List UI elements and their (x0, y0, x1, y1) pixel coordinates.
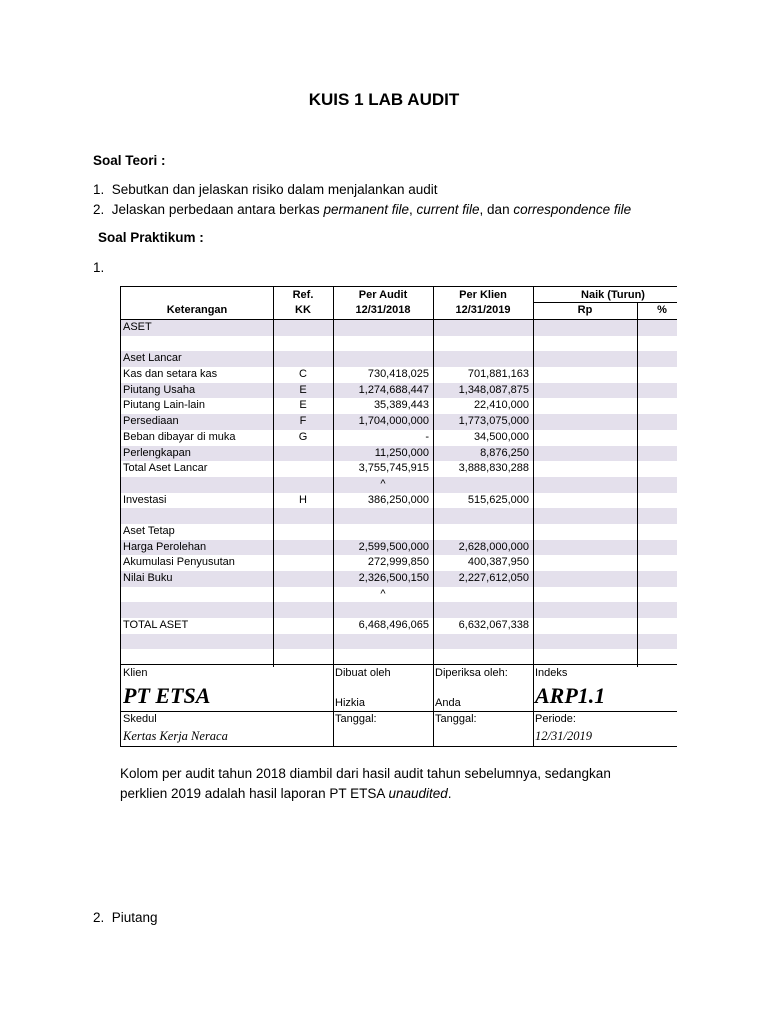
cell-per-klien: 1,773,075,000 (458, 415, 529, 428)
cell-per-audit: 1,704,000,000 (358, 415, 429, 428)
cell-per-klien: 2,628,000,000 (458, 540, 529, 553)
cell-per-klien: 8,876,250 (480, 446, 529, 459)
cell-per-audit: 2,326,500,150 (358, 572, 429, 584)
cell-keterangan: Harga Perolehan (123, 540, 207, 553)
table-row (121, 493, 677, 509)
cell-per-audit: 1,274,688,447 (358, 383, 429, 396)
indeks-label: Indeks (535, 667, 568, 679)
table-row (121, 414, 677, 430)
theory-question-2 (93, 200, 631, 220)
cell-per-audit: 386,250,000 (367, 493, 429, 506)
cell-per-audit: 6,468,496,065 (358, 619, 429, 632)
cell-keterangan: Kas dan setara kas (123, 368, 218, 381)
cell-keterangan: Perlengkapan (123, 446, 191, 459)
cell-per-audit: - (425, 430, 429, 443)
periode-value: 12/31/2019 (535, 729, 592, 743)
table-row (121, 649, 677, 665)
header-keterangan: Keterangan (166, 304, 228, 316)
practice-item-2 (93, 908, 158, 928)
cell-keterangan: Piutang Lain-lain (123, 399, 205, 412)
table-row (121, 477, 677, 493)
cell-per-klien: 34,500,000 (473, 430, 529, 443)
item-number: 2. (93, 910, 105, 925)
cell-per-audit: ^ (380, 477, 386, 490)
header-ref: Ref. (292, 289, 314, 301)
question-number: 2. (93, 202, 105, 217)
note-line-2 (120, 784, 452, 804)
term-correspondence-file: correspondence file (513, 202, 632, 217)
table-row (121, 618, 677, 634)
table-row (121, 336, 677, 352)
table-row (121, 398, 677, 414)
worksheet-footer (120, 664, 677, 747)
cell-ref: G (298, 430, 308, 443)
table-row (121, 587, 677, 603)
cell-per-klien: 515,625,000 (467, 493, 529, 506)
header-rp: Rp (577, 304, 593, 316)
table-row (121, 446, 677, 462)
cell-keterangan: Total Aset Lancar (123, 462, 208, 475)
theory-heading: Soal Teori : (93, 153, 166, 168)
table-row (121, 430, 677, 446)
dibuat-value: Hizkia (335, 697, 365, 709)
cell-per-klien: 22,410,000 (473, 399, 529, 412)
tanggal-dibuat-label: Tanggal: (335, 713, 377, 725)
separator: , dan (479, 202, 514, 217)
header-percent: % (657, 304, 667, 316)
cell-keterangan: Persediaan (123, 415, 179, 428)
question-text: Sebutkan dan jelaskan risiko dalam menjalankan audit (111, 182, 438, 197)
dibuat-label: Dibuat oleh (335, 667, 391, 679)
indeks-value: ARP1.1 (535, 683, 606, 708)
cell-per-audit: 11,250,000 (374, 446, 429, 459)
worksheet-body (121, 320, 677, 665)
note-period: . (447, 786, 452, 801)
practice-item-1-number: 1. (93, 260, 105, 275)
note-line-1: Kolom per audit tahun 2018 diambil dari hasil audit tahun sebelumnya, sedangkan (120, 766, 611, 781)
question-text: Jelaskan perbedaan antara berkas (111, 202, 324, 217)
note-unaudited: unaudited (388, 786, 448, 801)
question-number: 1. (93, 182, 105, 197)
header-kk: KK (295, 304, 311, 316)
cell-ref: H (299, 493, 307, 506)
cell-per-audit: ^ (380, 587, 386, 600)
table-row (121, 351, 677, 367)
item-text: Piutang (111, 910, 158, 925)
separator: , (409, 202, 417, 217)
cell-per-klien: 3,888,830,288 (458, 462, 529, 475)
table-row (121, 508, 677, 524)
header-naik-turun: Naik (Turun) (581, 289, 645, 301)
table-row (121, 383, 677, 399)
term-current-file: current file (416, 202, 480, 217)
table-row (121, 320, 677, 336)
cell-per-klien: 6,632,067,338 (458, 619, 529, 632)
cell-per-audit: 272,999,850 (367, 556, 429, 569)
page-title: KUIS 1 LAB AUDIT (308, 90, 460, 109)
cell-per-klien: 400,387,950 (467, 556, 529, 569)
cell-keterangan: Investasi (123, 493, 167, 506)
cell-keterangan: Aset Tetap (123, 524, 175, 537)
cell-keterangan: Nilai Buku (123, 572, 173, 584)
table-row (121, 461, 677, 477)
note-text: perklien 2019 adalah hasil laporan PT ETSA (120, 786, 389, 801)
klien-label: Klien (123, 667, 148, 679)
term-permanent-file: permanent file (323, 202, 409, 217)
cell-keterangan: Beban dibayar di muka (123, 430, 236, 443)
cell-per-audit: 2,599,500,000 (358, 540, 429, 553)
diperiksa-label: Diperiksa oleh: (435, 667, 508, 679)
table-row (121, 634, 677, 650)
table-row (121, 524, 677, 540)
cell-per-audit: 35,389,443 (373, 399, 429, 412)
skedul-value: Kertas Kerja Neraca (123, 729, 228, 743)
cell-per-audit: 730,418,025 (367, 368, 429, 381)
tanggal-diperiksa-label: Tanggal: (435, 713, 477, 725)
theory-question-1 (93, 180, 437, 200)
cell-keterangan: ASET (123, 321, 152, 333)
worksheet-table (120, 286, 677, 665)
cell-ref: C (299, 368, 307, 381)
table-row (121, 602, 677, 618)
table-row (121, 555, 677, 571)
cell-per-audit: 3,755,745,915 (358, 462, 429, 475)
cell-per-klien: 701,881,163 (467, 368, 529, 381)
diperiksa-value: Anda (435, 697, 461, 709)
header-klien-date: 12/31/2019 (455, 304, 511, 316)
cell-keterangan: Piutang Usaha (123, 383, 196, 396)
cell-ref: F (299, 415, 307, 428)
header-per-audit: Per Audit (358, 289, 408, 301)
periode-label: Periode: (535, 713, 576, 725)
header-audit-date: 12/31/2018 (355, 304, 411, 316)
cell-keterangan: Akumulasi Penyusutan (123, 556, 235, 569)
cell-keterangan: TOTAL ASET (123, 619, 189, 632)
cell-per-klien: 2,227,612,050 (458, 572, 529, 584)
table-row (121, 367, 677, 383)
table-row (121, 540, 677, 556)
cell-ref: E (299, 399, 307, 412)
cell-ref: E (299, 383, 307, 396)
klien-value: PT ETSA (123, 683, 211, 708)
skedul-label: Skedul (123, 713, 157, 725)
header-per-klien: Per Klien (459, 289, 507, 301)
worksheet-header (121, 287, 677, 320)
cell-per-klien: 1,348,087,875 (458, 383, 529, 396)
cell-keterangan: Aset Lancar (123, 352, 182, 365)
table-row (121, 571, 677, 587)
practice-heading: Soal Praktikum : (98, 230, 204, 245)
